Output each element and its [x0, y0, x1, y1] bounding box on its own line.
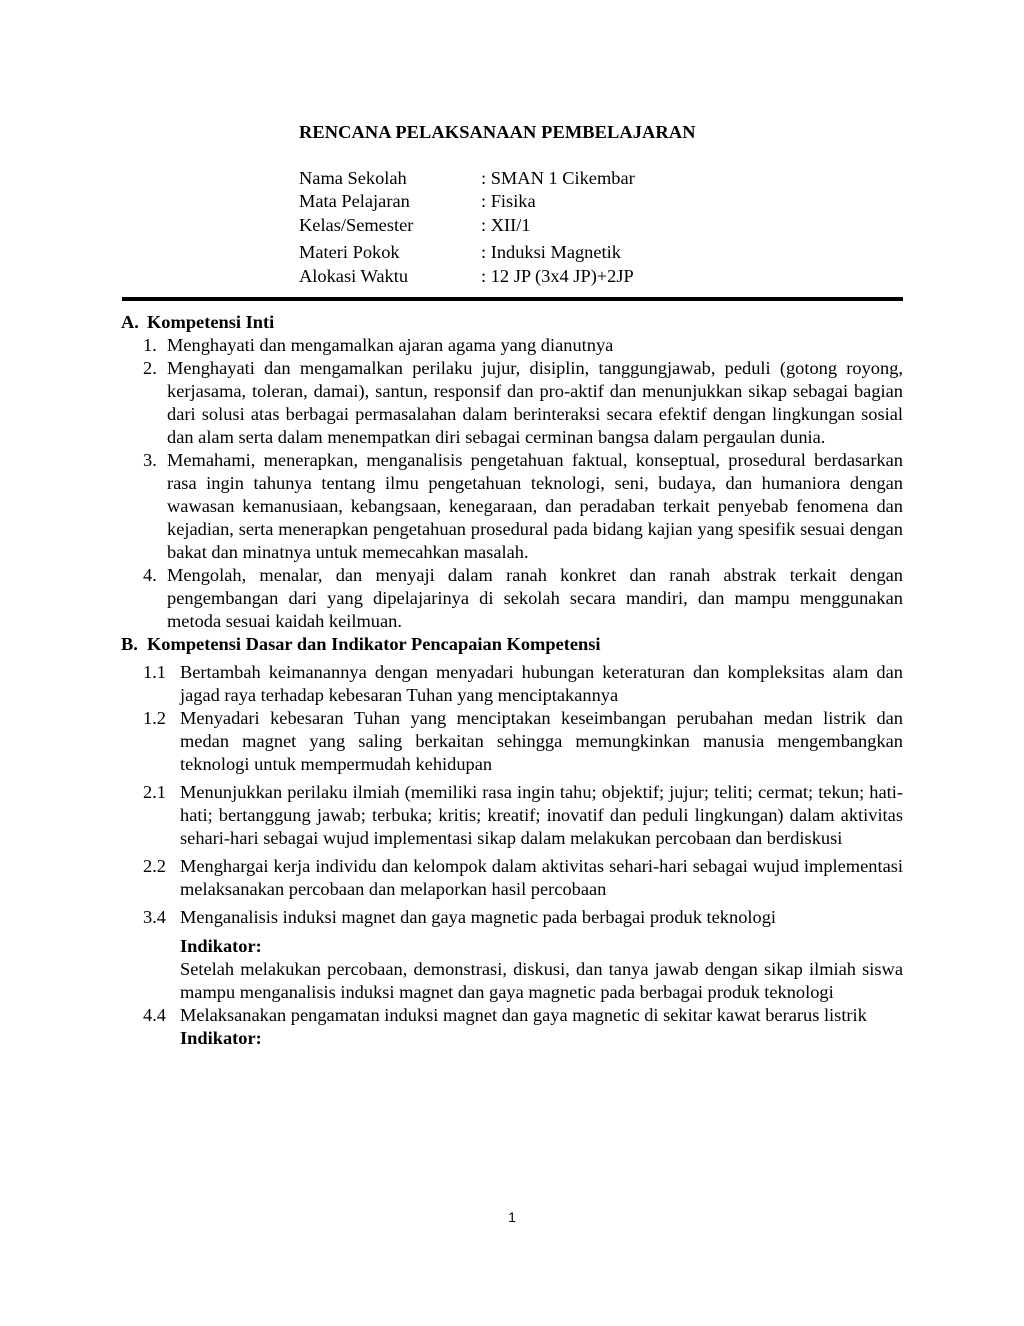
info-row-school — [299, 167, 719, 190]
section-title: Kompetensi Dasar dan Indikator Pencapaian Kompetensi — [147, 634, 601, 654]
header-divider — [122, 297, 903, 301]
info-value: : SMAN 1 Cikembar — [481, 168, 635, 188]
item-number: 3. — [143, 450, 157, 470]
info-value: : 12 JP (3x4 JP)+2JP — [481, 265, 634, 286]
list-item — [121, 661, 903, 707]
list-item — [121, 334, 903, 357]
document-title: RENCANA PELAKSANAAN PEMBELAJARAN — [299, 122, 696, 142]
info-label: Alokasi Waktu — [299, 265, 409, 286]
info-label: Materi Pokok — [299, 242, 400, 263]
item-text: Memahami, menerapkan, menganalisis pengetahuan faktual, konseptual, prosedural berdasarkan rasa ingin tahunya tentang ilmu pengetahuan teknologi, seni, budaya, dan humaniora dengan wawasan kemanusiaan, kebangsaan, kenegaraan, dan peradaban terkait penyebab fenomena dan kejadian, serta menerapkan pengetahuan prosedural pada bidang kajian yang spesifik sesuai dengan bakat dan minatnya untuk memecahkan masalah. — [167, 450, 903, 562]
page-number: 1 — [508, 1209, 516, 1225]
list-item — [121, 855, 903, 901]
info-label: Nama Sekolah — [299, 168, 407, 188]
indicator-text: Setelah melakukan percobaan, demonstrasi, diskusi, dan tanya jawab dengan sikap ilmiah siswa mampu menganalisis induksi magnet dan gaya magnetic pada berbagai produk teknologi — [180, 959, 903, 1002]
list-item — [121, 357, 903, 449]
section-letter: B. — [121, 634, 138, 654]
item-number: 2. — [143, 358, 157, 378]
list-item — [121, 906, 903, 1004]
basic-competency-list — [121, 661, 903, 1050]
list-item — [121, 1004, 903, 1050]
info-row-topic — [299, 241, 719, 264]
indicator-label: Indikator: — [180, 1028, 262, 1048]
info-row-class — [299, 214, 719, 237]
section-title: Kompetensi Inti — [147, 312, 275, 332]
item-number: 2.1 — [143, 782, 166, 802]
list-item — [121, 781, 903, 850]
info-value: : Induksi Magnetik — [481, 242, 621, 263]
item-text: Menghayati dan mengamalkan perilaku jujur, disiplin, tanggungjawab, peduli (gotong royong, kerjasama, toleran, damai), santun, responsif dan pro-aktif dan menunjukkan sikap sebagai bagian dari solusi atas berbagai permasalahan dalam berinteraksi secara efektif dengan lingkungan sosial dan alam serta dalam menempatkan diri sebagai cerminan bangsa dalam pergaulan dunia. — [167, 358, 903, 447]
list-item — [121, 564, 903, 633]
item-number: 1. — [143, 335, 157, 355]
item-number: 2.2 — [143, 856, 166, 876]
list-item — [121, 449, 903, 564]
info-label: Mata Pelajaran — [299, 191, 410, 212]
item-text: Bertambah keimanannya dengan menyadari hubungan keteraturan dan kompleksitas alam dan jagad raya terhadap kebesaran Tuhan yang menciptakannya — [180, 662, 903, 705]
document-body — [121, 311, 903, 1050]
item-text: Menghayati dan mengamalkan ajaran agama yang dianutnya — [167, 335, 614, 355]
item-text: Menganalisis induksi magnet dan gaya magnetic pada berbagai produk teknologi — [180, 907, 776, 927]
info-row-subject — [299, 190, 719, 213]
item-number: 4.4 — [143, 1005, 166, 1025]
info-label: Kelas/Semester — [299, 214, 414, 235]
list-item — [121, 707, 903, 776]
item-text: Menunjukkan perilaku ilmiah (memiliki rasa ingin tahu; objektif; jujur; teliti; cermat; tekun; hati-hati; bertanggung jawab; terbuka; kritis; kreatif; inovatif dan peduli lingkungan) dalam aktivitas sehari-hari sebagai wujud implementasi sikap dalam melakukan percobaan dan berdiskusi — [180, 782, 903, 848]
info-value: : Fisika — [481, 191, 536, 212]
info-value: : XII/1 — [481, 214, 531, 235]
core-competency-list — [121, 334, 903, 633]
item-text: Menyadari kebesaran Tuhan yang menciptakan keseimbangan perubahan medan listrik dan medan magnet yang saling berkaitan sehingga memungkinkan manusia mengembangkan teknologi untuk mempermudah kehidupan — [180, 708, 903, 774]
item-number: 3.4 — [143, 907, 166, 927]
item-number: 1.1 — [143, 662, 166, 682]
section-a-heading — [121, 311, 903, 334]
section-letter: A. — [121, 312, 139, 332]
item-number: 4. — [143, 565, 157, 585]
item-text: Menghargai kerja individu dan kelompok dalam aktivitas sehari-hari sebagai wujud implementasi melaksanakan percobaan dan melaporkan hasil percobaan — [180, 856, 903, 899]
info-row-time — [299, 265, 719, 288]
item-text: Melaksanakan pengamatan induksi magnet dan gaya magnetic di sekitar kawat berarus listrik — [180, 1005, 867, 1025]
item-number: 1.2 — [143, 708, 166, 728]
indicator-label: Indikator: — [180, 936, 262, 956]
item-text: Mengolah, menalar, dan menyaji dalam ranah konkret dan ranah abstrak terkait dengan pengembangan dari yang dipelajarinya di sekolah secara mandiri, dan mampu menggunakan metoda sesuai kaidah keilmuan. — [167, 565, 903, 631]
section-b-heading — [121, 633, 903, 656]
info-table — [299, 167, 719, 288]
